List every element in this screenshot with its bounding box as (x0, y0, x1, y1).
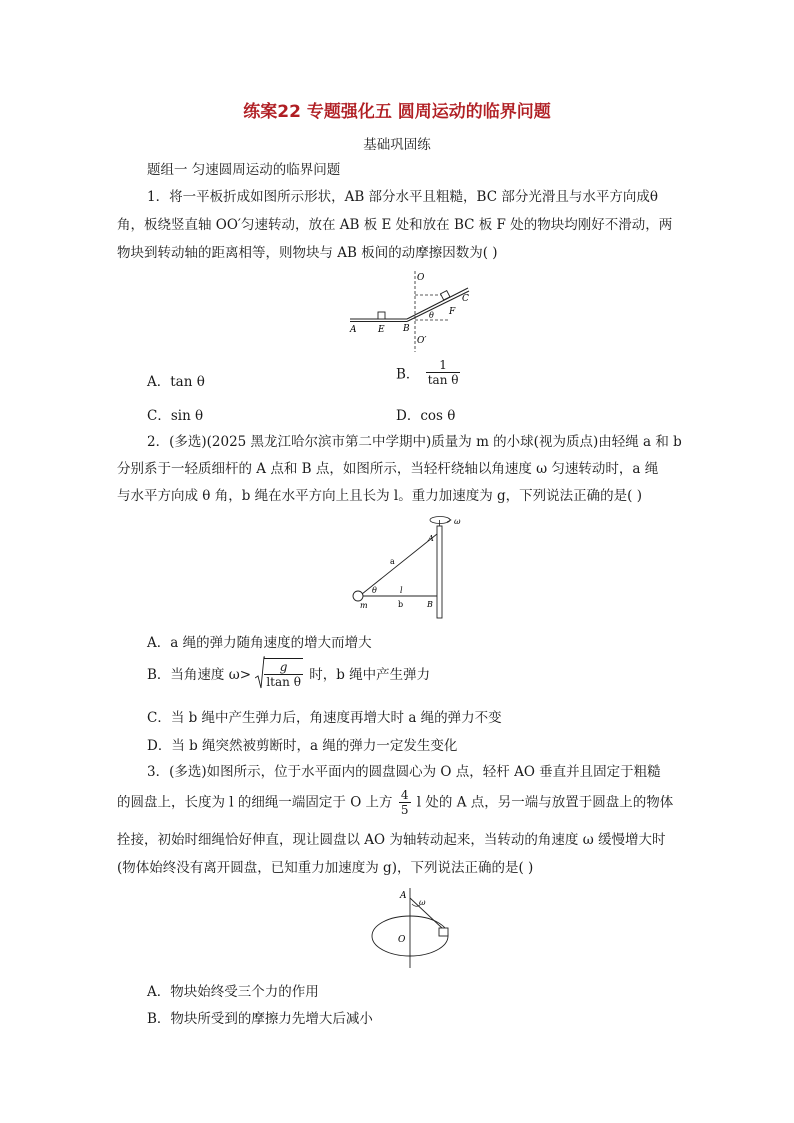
q2-option-b-numerator: g (264, 660, 303, 675)
q3-text-line2-post: l 处的 A 点，另一端与放置于圆盘上的物体 (416, 794, 674, 811)
q3-fig-label-O: O (398, 935, 406, 945)
q2-option-b-suffix: 时，b 绳中产生弹力 (309, 667, 431, 683)
q2-figure (348, 512, 463, 620)
q2-option-c[interactable]: C．当 b 绳中产生弹力后，角速度再增大时 a 绳的弹力不变 (147, 710, 502, 726)
q2-fig-label-m: m (360, 601, 368, 610)
q2-option-b-denominator: ltan θ (266, 674, 301, 689)
q1-option-a[interactable]: A．tan θ (147, 374, 205, 390)
q1-option-b-prefix: B． (396, 366, 420, 383)
q3-figure (368, 886, 473, 970)
q2-option-b-fraction (264, 658, 303, 689)
q1-fig-label-B: B (403, 324, 410, 334)
q1-fig-label-O-prime: O′ (417, 336, 427, 346)
q1-option-b-denominator: tan θ (427, 373, 459, 387)
q3-fig-label-omega: ω (419, 898, 426, 907)
q2-fig-label-B: B (427, 600, 433, 609)
q3-fig-label-A: A (400, 891, 407, 901)
q3-fraction-four-fifths (399, 788, 411, 817)
q1-text-line3: 物块到转动轴的距离相等，则物块与 AB 板间的动摩擦因数为( ) (117, 245, 498, 261)
section-subtitle: 基础巩固练 (363, 137, 431, 153)
q1-option-d[interactable]: D．cos θ (396, 408, 456, 424)
q2-fig-label-l: l (400, 586, 403, 595)
q3-fraction-denominator: 5 (400, 803, 409, 817)
q1-text-line2: 角，板绕竖直轴 OO′匀速转动，放在 AB 板 E 处和放在 BC 板 F 处的物块均刚好不滑动，两 (117, 217, 673, 233)
q1-fig-label-E: E (378, 325, 385, 335)
q2-option-a[interactable]: A．a 绳的弹力随角速度的增大而增大 (147, 635, 372, 651)
q3-text-line3: 拴接，初始时细绳恰好伸直，现让圆盘以 AO 为轴转动起来，当转动的角速度 ω 缓慢增大时 (117, 832, 666, 848)
q1-option-b[interactable] (396, 358, 462, 387)
page-title: 练案22 专题强化五 圆周运动的临界问题 (243, 102, 551, 122)
q1-fig-label-theta: θ (429, 311, 434, 320)
q1-text-line1: 1．将一平板折成如图所示形状，AB 部分水平且粗糙，BC 部分光滑且与水平方向成θ (147, 189, 658, 205)
q3-fraction-numerator: 4 (400, 788, 409, 802)
q2-fig-label-a: a (390, 557, 395, 566)
q1-figure (345, 268, 480, 354)
q2-fig-label-theta: θ (372, 586, 377, 595)
q3-text-line4: (物体始终没有离开圆盘，已知重力加速度为 g)，下列说法正确的是( ) (117, 860, 534, 876)
q2-option-d[interactable]: D．当 b 绳突然被剪断时，a 绳的弹力一定发生变化 (147, 738, 458, 754)
q2-fig-label-omega: ω (454, 517, 461, 526)
q1-fig-label-O: O (417, 273, 425, 283)
q2-option-b-prefix: B．当角速度 ω> (147, 667, 252, 683)
q3-option-a[interactable]: A．物块始终受三个力的作用 (147, 984, 319, 1000)
q2-fig-label-b: b (398, 600, 404, 609)
q2-text-line2: 分别系于一轻质细杆的 A 点和 B 点，如图所示，当轻杆绕轴以角速度 ω 匀速转动时，a 绳 (117, 461, 659, 477)
q3-text-line2-pre: 的圆盘上，长度为 l 的细绳一端固定于 O 上方 (117, 794, 393, 811)
q1-fig-label-A: A (350, 325, 357, 335)
q3-option-b[interactable]: B．物块所受到的摩擦力先增大后减小 (147, 1011, 373, 1027)
q2-fig-label-A: A (428, 534, 434, 543)
q2-text-line3: 与水平方向成 θ 角，b 绳在水平方向上且长为 l。重力加速度为 g，下列说法正确的是( ) (117, 488, 643, 504)
topic-group-heading: 题组一 匀速圆周运动的临界问题 (147, 162, 341, 178)
q2-option-b[interactable] (147, 656, 430, 690)
q1-option-b-fraction (426, 358, 461, 387)
q1-fig-label-C: C (462, 294, 469, 304)
q3-text-line2 (117, 788, 673, 817)
q2-text-line1: 2．(多选)(2025 黑龙江哈尔滨市第二中学期中)质量为 m 的小球(视为质点)由轻绳 a 和 b (147, 434, 682, 450)
q1-option-c[interactable]: C．sin θ (147, 408, 204, 424)
q3-text-line1: 3．(多选)如图所示，位于水平面内的圆盘圆心为 O 点，轻杆 AO 垂直并且固定于粗糙 (147, 764, 661, 780)
q1-fig-label-F: F (449, 307, 456, 317)
q2-option-b-sqrt (255, 656, 305, 690)
q1-option-b-numerator: 1 (426, 358, 461, 373)
